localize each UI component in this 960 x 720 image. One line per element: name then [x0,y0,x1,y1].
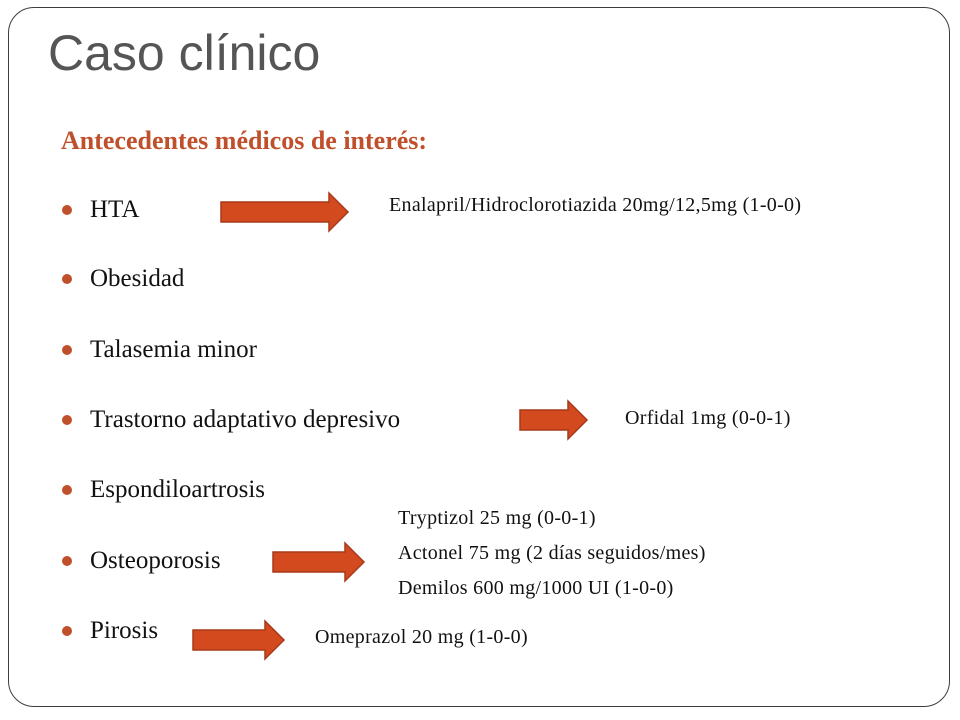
right-arrow-icon [271,541,367,583]
medication-hta: Enalapril/Hidroclorotiazida 20mg/12,5mg (1-0-0) [389,194,802,216]
bullet-label: Talasemia minor [90,336,257,363]
bullet-label: Espondiloartrosis [90,476,265,503]
bullet-label: Osteoporosis [90,547,221,574]
bullet-label: Pirosis [90,617,159,644]
section-heading: Antecedentes médicos de interés: [61,126,428,155]
bullet-label: HTA [90,196,140,223]
bullet-label: Trastorno adaptativo depresivo [90,406,401,433]
bullet-item-espondiloartrosis [62,476,265,504]
bullet-item-trastorno [62,406,401,434]
right-arrow-icon [191,619,287,661]
bullet-label: Obesidad [90,265,185,292]
round-bullet-icon [62,485,72,495]
medication-depresivo: Orfidal 1mg (0-0-1) [625,407,791,429]
medication-osteoporosis-1: Tryptizol 25 mg (0-0-1) [398,507,596,529]
right-arrow-icon [518,399,590,441]
slide-title: Caso clínico [48,25,321,81]
bullet-item-pirosis [62,617,159,645]
round-bullet-icon [62,556,72,566]
round-bullet-icon [62,274,72,284]
medication-pirosis: Omeprazol 20 mg (1-0-0) [315,626,528,648]
round-bullet-icon [62,205,72,215]
medication-osteoporosis-2: Actonel 75 mg (2 días seguidos/mes) [398,542,706,564]
round-bullet-icon [62,345,72,355]
round-bullet-icon [62,626,72,636]
bullet-item-talasemia [62,336,257,364]
bullet-item-hta [62,196,140,224]
right-arrow-icon [219,191,351,233]
bullet-item-obesidad [62,265,185,293]
medication-osteoporosis-3: Demilos 600 mg/1000 UI (1-0-0) [398,577,674,599]
round-bullet-icon [62,415,72,425]
bullet-item-osteoporosis [62,547,221,575]
